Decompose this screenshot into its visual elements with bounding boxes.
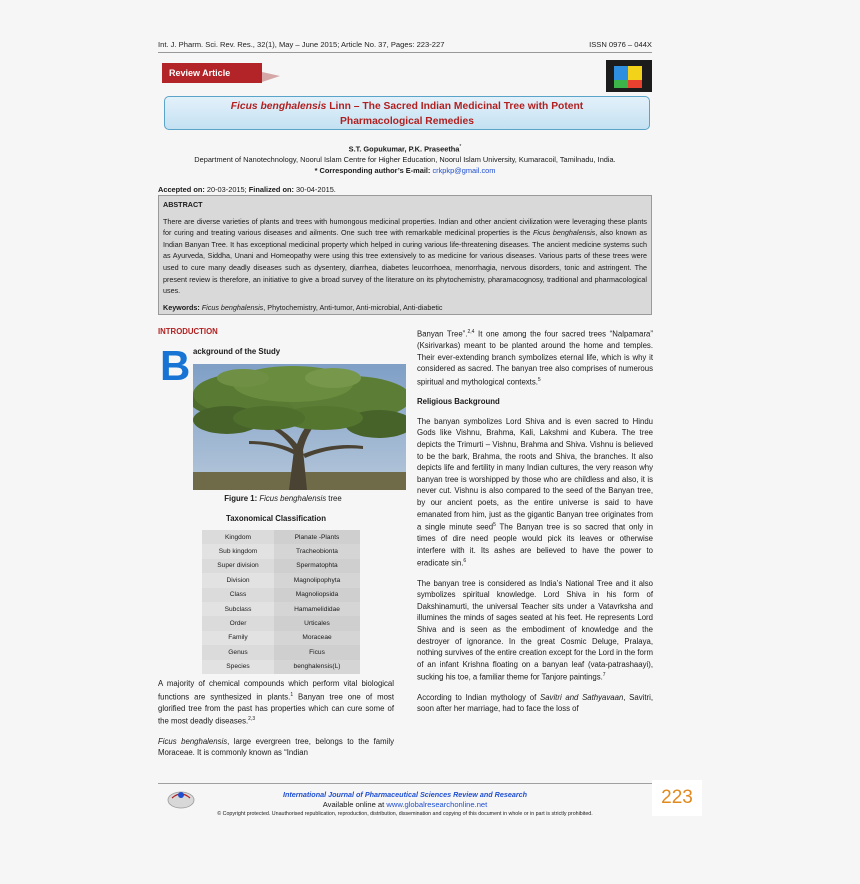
- footer-journal-name: International Journal of Pharmaceutical Sciences Review and Research: [282, 790, 528, 799]
- page-number: 223: [652, 780, 702, 816]
- article-title: [164, 96, 650, 130]
- taxonomy-heading: Taxonomical Classification: [226, 514, 326, 523]
- table-row: Order Urticales: [202, 616, 360, 630]
- table-row: Class Magnoliopsida: [202, 588, 360, 602]
- paragraph: Ficus benghalensis, large evergreen tree, belongs to the family Moraceae. It is commonly known as “Indian: [158, 736, 394, 758]
- title-line-2: Pharmacological Remedies: [340, 116, 474, 127]
- footer-rule: [158, 783, 652, 784]
- journal-logo: [606, 60, 652, 92]
- running-header: [158, 40, 652, 49]
- footer-copyright: © Copyright protected. Unauthorised republication, reproduction, distribution, dissemination and copying of this document in whole or in part is strictly prohibited.: [217, 811, 593, 817]
- title-species: Ficus benghalensis: [230, 101, 327, 112]
- table-row: Genus Ficus: [202, 645, 360, 659]
- finalized-date: 30-04-2015.: [293, 185, 336, 194]
- author-mark: *: [459, 144, 462, 150]
- drop-cap: B: [160, 342, 191, 389]
- author-block: [158, 142, 652, 176]
- author-email-link[interactable]: crkpkp@gmail.com: [432, 166, 496, 176]
- article-type-badge: Review Article: [162, 63, 262, 83]
- left-column-text: [158, 678, 394, 759]
- table-row: Subclass Hamamelididae: [202, 602, 360, 616]
- accepted-date: 20-03-2015;: [204, 185, 247, 194]
- abstract-body: There are diverse varieties of plants and trees with humongous medicinal properties. Indian and other ancient civilization were leveraging these plants for curing and treating various diseases and ailments. One such tree with remarkable medicinal properties is the Ficus benghalensis, also known as Indian Banyan Tree. It has exceptional medicinal property which helped in curing various life-threatening diseases. The ancient medicine systems such as Ayurveda, Siddha, Unani and Homeopathy were using this tree extensively to as medicine for various diseases. Various parts of these trees were used to cure many deadly diseases such as dysentery, diarrhea, diabetes leucorrhoea, menorrhagia, nervous disorders, tonic and astringent. The present review is therefore, an initiative to give a broad survey of the literature on its phytochemistry, pharamacognosy, traditional and pharmacological uses.: [163, 216, 648, 296]
- paragraph: Banyan Tree”.$^{2,4}$ It one among the four sacred trees “Nalpamara” (Ksirivarkas) meant to be planted around the home and temples. Their ever-extending branch symbolizes eternal life, which is why it considered as sacred. The banyan tree also comprises of numerous spiritual and mythological contexts.$^5$: [417, 329, 653, 387]
- keywords: Keywords: Ficus benghalensis, Phytochemistry, Anti-tumor, Anti-microbial, Anti-diabetic: [163, 302, 443, 312]
- issn: ISSN 0976 – 044X: [589, 40, 652, 49]
- table-row: Kingdom Planate -Plants: [202, 530, 360, 544]
- table-row: Division Magnolipophyta: [202, 573, 360, 587]
- finalized-label: Finalized on:: [246, 185, 294, 194]
- abstract-box: [158, 195, 652, 315]
- author-names: S.T. Gopukumar, P.K. Praseetha: [348, 144, 460, 154]
- banyan-tree-photo: [193, 364, 406, 490]
- paragraph: The banyan symbolizes Lord Shiva and is even sacred to Hindu Gods like Vishnu, Brahma, Kali, Lakshmi and Kubera. The tree depicts the Trimurti – Vishnu, Brahma and Shiva. Vishnu is believed to be the bark, Brahma, the roots and Shiva, the branches. It also depicts life and fertility in many Indian cultures, the very reason why banyan tree is worshipped by those who are childless and also, it is never cut. Vishnu is also compared to the seed of the Banyan tree, by our ancient poets, as the entire universe is said to have emanated from him, just as the gigantic Banyan tree originates from a single minute seed$^5$ The Banyan tree is so sacred that only in times of dire need people would pick its leaves or otherwise interfere with it. Its ashes are believed to have the power to eradicate sin.$^6$: [417, 416, 653, 569]
- citation: Int. J. Pharm. Sci. Rev. Res., 32(1), May – June 2015; Article No. 37, Pages: 223-227: [158, 40, 445, 49]
- badge-arrow: [262, 72, 280, 82]
- table-row: Species benghalensis(L): [202, 660, 360, 674]
- affiliation: Department of Nanotechnology, Noorul Islam Centre for Higher Education, Noorul Islam University, Kumaracoil, Tamilnadu, India.: [194, 155, 616, 165]
- figure-caption: Figure 1: Ficus benghalensis tree: [224, 494, 342, 503]
- right-column-text: [417, 327, 653, 715]
- dates-line: [158, 185, 336, 194]
- accepted-label: Accepted on:: [158, 185, 205, 194]
- table-row: Super division Spermatophta: [202, 559, 360, 573]
- paragraph: A majority of chemical compounds which perform vital biological functions are synthesized in plants.$^1$ Banyan tree one of most glorified tree from the past has properties which can cure some of the most deadly diseases.$^{2,3}$: [158, 679, 394, 726]
- taxonomy-table: [202, 530, 360, 674]
- footer-url-link[interactable]: www.globalresearchonline.net: [386, 800, 488, 809]
- religious-background-heading: Religious Background: [417, 397, 500, 407]
- header-rule: [158, 52, 652, 53]
- paragraph: According to Indian mythology of Savitri and Sathyavaan, Savitri, soon after her marriage, had to face the loss of: [417, 692, 654, 714]
- footer-available: Available online at www.globalresearchonline.net: [322, 800, 488, 809]
- background-subheading: ackground of the Study: [193, 347, 281, 356]
- paragraph: The banyan tree is considered as India’s National Tree and it also symbolizes spiritual knowledge. Lord Shiva in his form of Dakshinamurti, the universal Teacher sits under a Vatavrksha and illumines the minds of sages seated at his feet. He represents Lord Shiva and is seen as the embodiment of knowledge and the destroyer of ignorance. In the great Cosmic Deluge, Pralaya, nothing survives of the entire creation except for the Lord in the form of an infant Krishna floating on a banyan leaf (vata-patrashaayi), sucking his toe, a familiar theme for Tanjore paintings.$^7$: [417, 578, 653, 682]
- corresponding-label: * Corresponding author’s E-mail:: [314, 166, 433, 176]
- table-row: Sub kingdom Tracheobionta: [202, 544, 360, 558]
- title-rest: Linn – The Sacred Indian Medicinal Tree with Potent: [326, 101, 584, 112]
- introduction-heading: INTRODUCTION: [158, 327, 218, 336]
- abstract-heading: ABSTRACT: [163, 200, 203, 209]
- table-row: Family Moraceae: [202, 631, 360, 645]
